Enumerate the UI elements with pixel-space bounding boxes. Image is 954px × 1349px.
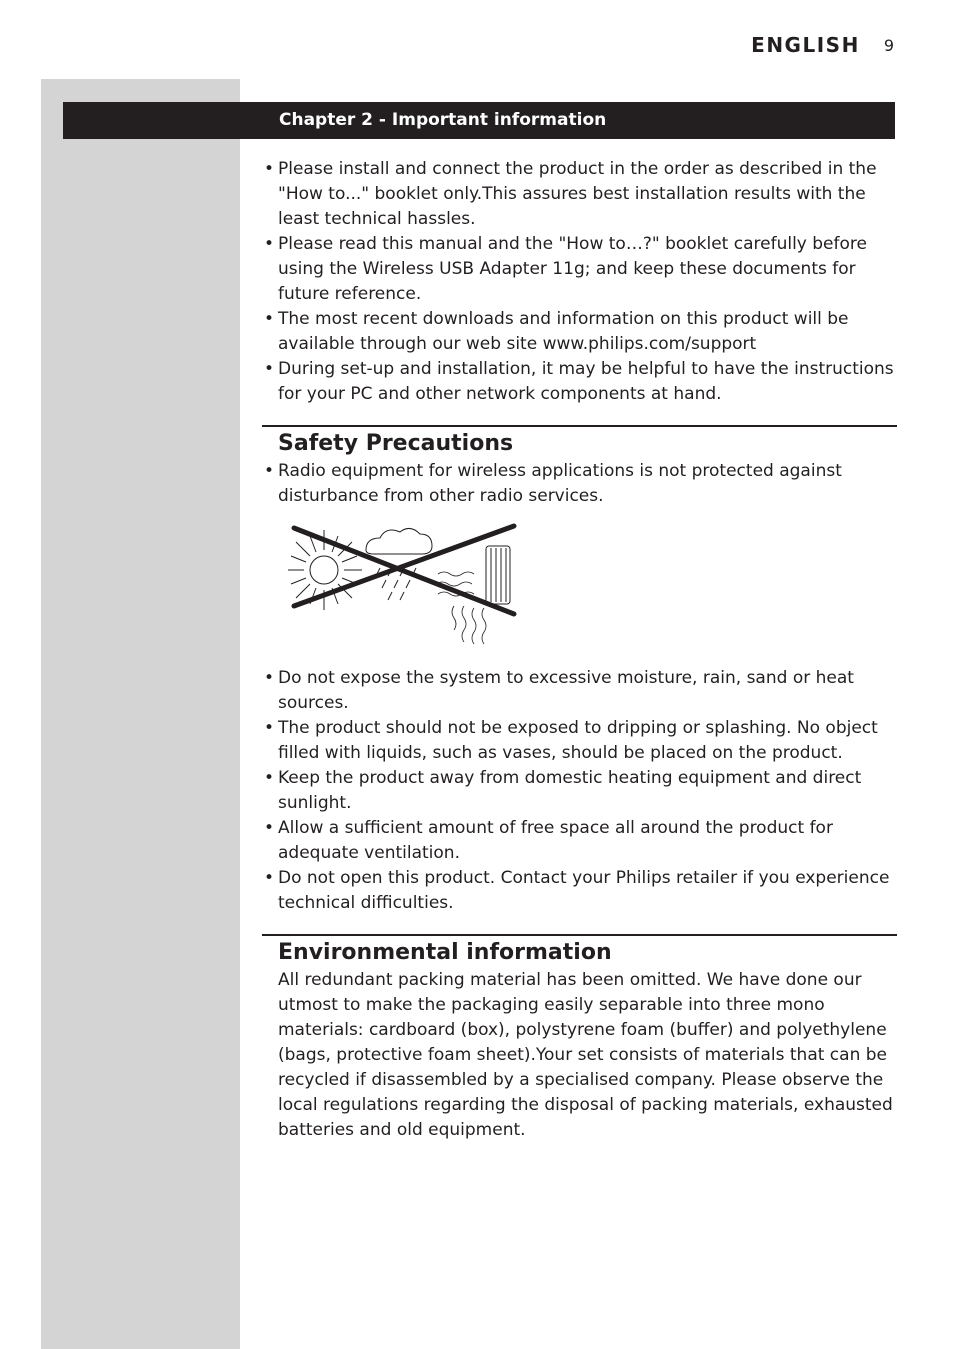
language-label: ENGLISH xyxy=(751,33,860,57)
list-item: • The product should not be exposed to dripping or splashing. No object filled with liquids, such as vases, should be placed on the product. xyxy=(262,716,897,766)
list-item: • Do not open this product. Contact your Philips retailer if you experience technical difficulties. xyxy=(262,866,897,916)
environment-paragraph: All redundant packing material has been omitted. We have done our utmost to make the packaging easily separable into three mono materials: cardboard (box), polystyrene foam (buffer) and polyethylene (bags, protective foam sheet).Your set consists of materials that can be recycled if disassembled by a specialised company. Please observe the local regulations regarding the disposal of packing materials, exhausted batteries and old equipment. xyxy=(278,970,893,1140)
left-gray-margin xyxy=(41,79,240,1349)
safety-bullet-list-bottom xyxy=(262,666,897,916)
environment-section xyxy=(262,934,897,1143)
safety-bullet-list-top xyxy=(262,459,897,509)
safety-heading: Safety Precautions xyxy=(278,431,514,456)
chapter-title-bar xyxy=(63,102,895,139)
intro-bullet-list xyxy=(262,157,897,407)
list-item: • Allow a sufficient amount of free space all around the product for adequate ventilation. xyxy=(262,816,897,866)
page-content xyxy=(262,157,897,1143)
list-item: • Do not expose the system to excessive moisture, rain, sand or heat sources. xyxy=(262,666,897,716)
list-item: • Please read this manual and the "How to…?" booklet carefully before using the Wireless USB Adapter 11g; and keep these documents for future reference. xyxy=(262,232,897,307)
no-sun-rain-heat-icon xyxy=(288,522,528,652)
list-item: • The most recent downloads and information on this product will be available through our web site www.philips.com/support xyxy=(262,307,897,357)
page-number: 9 xyxy=(883,35,894,55)
environment-heading: Environmental information xyxy=(278,940,612,965)
list-item: • During set-up and installation, it may be helpful to have the instructions for your PC and other network components at hand. xyxy=(262,357,897,407)
chapter-title: Chapter 2 - Important information xyxy=(279,110,607,130)
safety-section xyxy=(262,425,897,916)
page-header xyxy=(751,32,894,58)
list-item: • Radio equipment for wireless applications is not protected against disturbance from other radio services. xyxy=(262,459,897,509)
list-item: • Keep the product away from domestic heating equipment and direct sunlight. xyxy=(262,766,897,816)
list-item: • Please install and connect the product in the order as described in the "How to..." booklet only.This assures best installation results with the least technical hassles. xyxy=(262,157,897,232)
